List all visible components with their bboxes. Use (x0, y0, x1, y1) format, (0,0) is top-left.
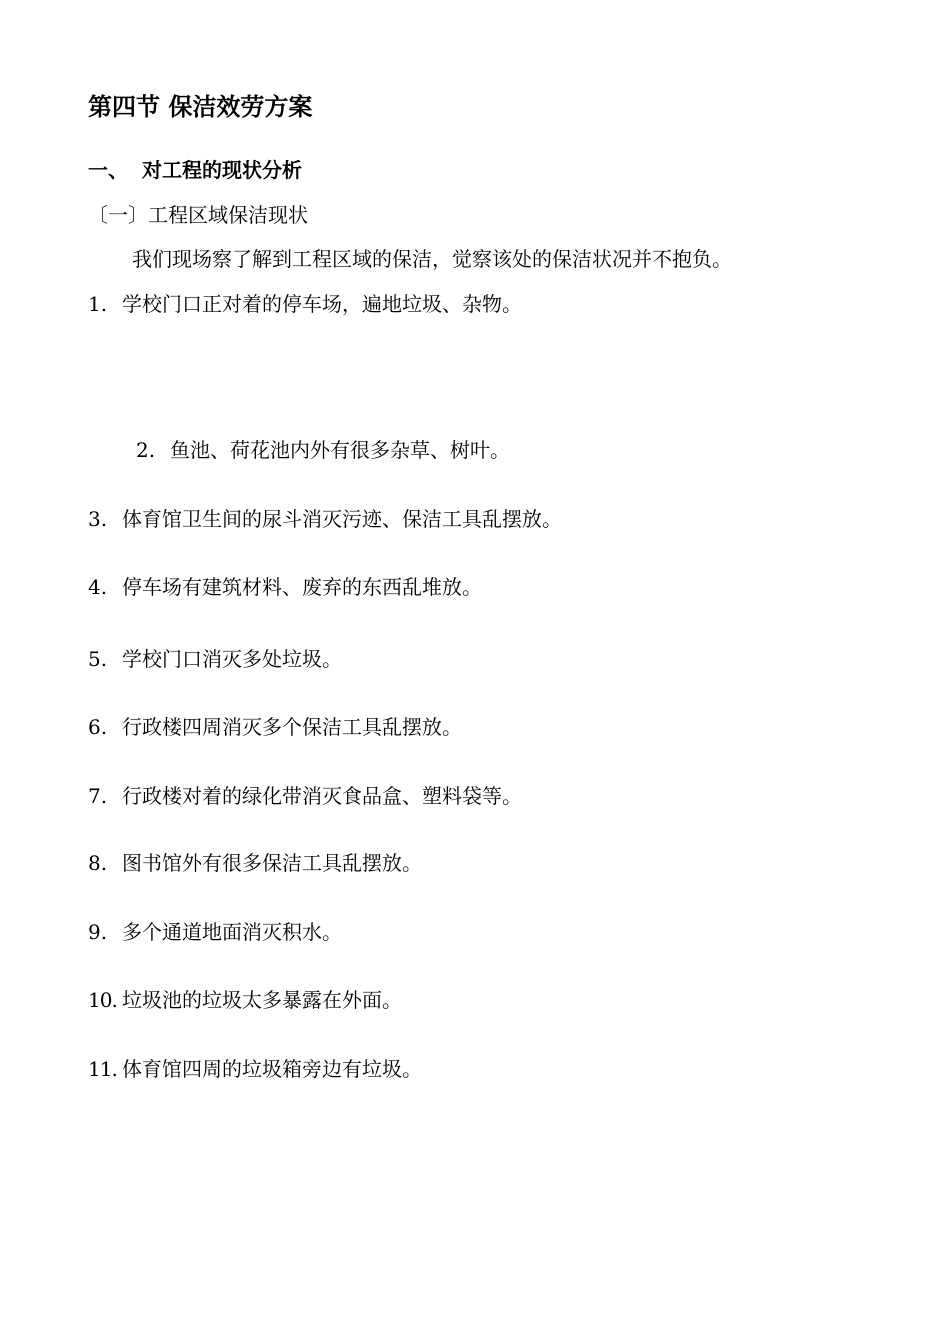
list-item-text: 多个通道地面消灭积水。 (122, 920, 342, 944)
list-item-number: 5. (88, 647, 108, 671)
section-title: 第四节 保洁效劳方案 (88, 93, 313, 121)
list-item (136, 440, 510, 460)
list-item-text: 学校门口消灭多处垃圾。 (122, 647, 342, 671)
list-item (88, 294, 522, 314)
list-item-text: 鱼池、荷花池内外有很多杂草、树叶。 (170, 438, 510, 462)
list-item-number: 4. (88, 575, 108, 599)
list-item-text: 体育馆四周的垃圾箱旁边有垃圾。 (122, 1057, 422, 1081)
list-item-number: 8. (88, 851, 108, 875)
list-item (88, 509, 562, 529)
list-item-number: 9. (88, 920, 108, 944)
list-item-text: 行政楼四周消灭多个保洁工具乱摆放。 (122, 715, 462, 739)
list-item-number: 6. (88, 715, 108, 739)
list-item-text: 学校门口正对着的停车场，遍地垃圾、杂物。 (122, 292, 522, 316)
list-item-text: 垃圾池的垃圾太多暴露在外面。 (122, 988, 402, 1012)
list-item-text: 停车场有建筑材料、废弃的东西乱堆放。 (122, 575, 482, 599)
list-item-text: 体育馆卫生间的尿斗消灭污迹、保洁工具乱摆放。 (122, 507, 562, 531)
list-item-number: 10. (88, 988, 117, 1012)
list-item (88, 649, 342, 669)
list-item-number: 7. (88, 784, 108, 808)
heading-level-1 (88, 160, 302, 180)
list-item-text: 图书馆外有很多保洁工具乱摆放。 (122, 851, 422, 875)
list-item (88, 853, 422, 873)
heading-level-2: 〔一〕工程区域保洁现状 (88, 203, 308, 227)
heading-number: 一、 (88, 158, 128, 182)
list-item (88, 1059, 422, 1079)
list-item-number: 3. (88, 507, 108, 531)
list-item-number: 11. (88, 1057, 117, 1081)
heading-text: 对工程的现状分析 (142, 158, 302, 182)
list-item (88, 717, 462, 737)
list-item-number: 1. (88, 292, 108, 316)
list-item (88, 990, 402, 1010)
list-item (88, 922, 342, 942)
list-item (88, 786, 522, 806)
list-item-number: 2. (136, 438, 156, 462)
intro-paragraph: 我们现场察了解到工程区域的保洁，觉察该处的保洁状况并不抱负。 (132, 247, 732, 271)
list-item-text: 行政楼对着的绿化带消灭食品盒、塑料袋等。 (122, 784, 522, 808)
list-item (88, 577, 482, 597)
